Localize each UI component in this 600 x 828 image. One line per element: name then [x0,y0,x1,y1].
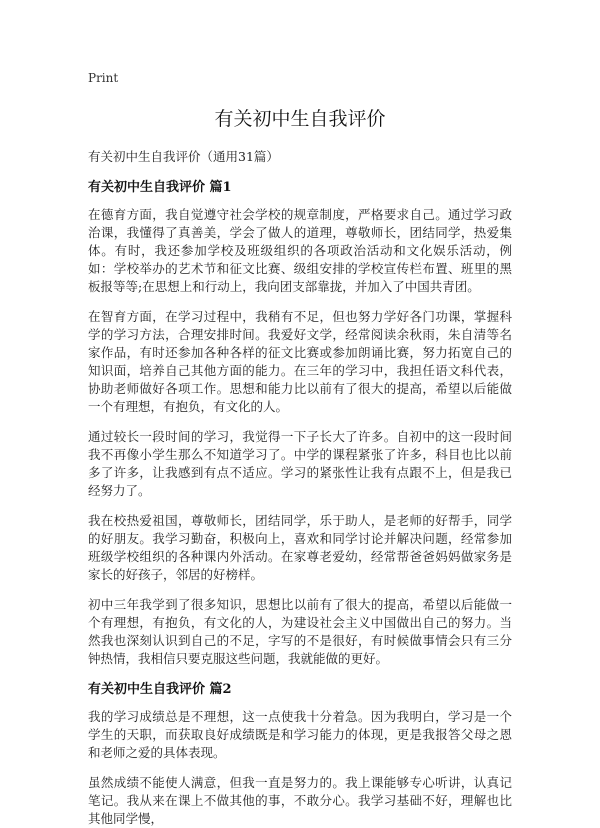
paragraph: 通过较长一段时间的学习，我觉得一下子长大了许多。自初中的这一段时间我不再像小学生那么不知道学习了。中学的课程紧张了许多，科目也比以前多了许多，让我感到有点不适应。学习的紧张性让我有点跟不上，但是我已经努力了。 [88,429,512,498]
paragraph: 我在校热爱祖国，尊敬师长，团结同学，乐于助人，是老师的好帮手，同学的好朋友。我学习勤奋，积极向上，喜欢和同学讨论并解决问题，经常参加班级学校组织的各种课内外活动。在家尊老爱幼，经常帮爸爸妈妈做家务是家长的好孩子，邻居的好榜样。 [88,513,512,582]
paragraph: 在智育方面，在学习过程中，我稍有不足，但也努力学好各门功课，掌握科学的学习方法，合理安排时间。我爱好文学，经常阅读余秋雨，朱自清等名家作品，有时还参加各种各样的征文比赛或参加朗诵比赛，努力拓宽自己的知识面，培养自己其他方面的能力。在三年的学习中，我担任语文科代表，协助老师做好各项工作。思想和能力比以前有了很大的提高，希望以后能做一个有理想，有抱负，有文化的人。 [88,309,512,414]
paragraph: 虽然成绩不能使人满意，但我一直是努力的。我上课能够专心听讲，认真记笔记。我从来在课上不做其他的事，不敢分心。我学习基础不好，理解也比其他同学慢， [88,775,512,826]
paragraph: 在德育方面，我自觉遵守社会学校的规章制度，严格要求自己。通过学习政治课，我懂得了真善美，学会了做人的道理，尊敬师长，团结同学，热爱集体。有时，我还参加学校及班级组织的各项政治活动和文化娱乐活动，例如：学校举办的艺术节和征文比赛、级组安排的学校宣传栏布置、班里的黑板报等等;在思想上和行动上，我向团支部靠拢，并加入了中国共青团。 [88,207,512,294]
section-2 [88,680,512,828]
paragraph: 初中三年我学到了很多知识，思想比以前有了很大的提高，希望以后能做一个有理想，有抱负，有文化的人，为建设社会主义中国做出自己的努力。当然我也深刻认识到自己的不足，字写的不是很好，有时候做事情会只有三分钟热情，我相信只要克服这些问题，我就能做的更好。 [88,597,512,666]
section-1 [88,178,512,668]
section-heading: 有关初中生自我评价 篇2 [88,682,232,697]
page-title: 有关初中生自我评价 [214,108,386,130]
document-subtitle: 有关初中生自我评价（通用31篇） [88,149,279,164]
print-link[interactable]: Print [88,71,119,85]
section-heading: 有关初中生自我评价 篇1 [88,180,232,195]
paragraph: 我的学习成绩总是不理想，这一点使我十分着急。因为我明白，学习是一个学生的天职，而获取良好成绩既是和学习能力的体现，更是我报答父母之恩和老师之爱的具体表现。 [88,709,512,760]
